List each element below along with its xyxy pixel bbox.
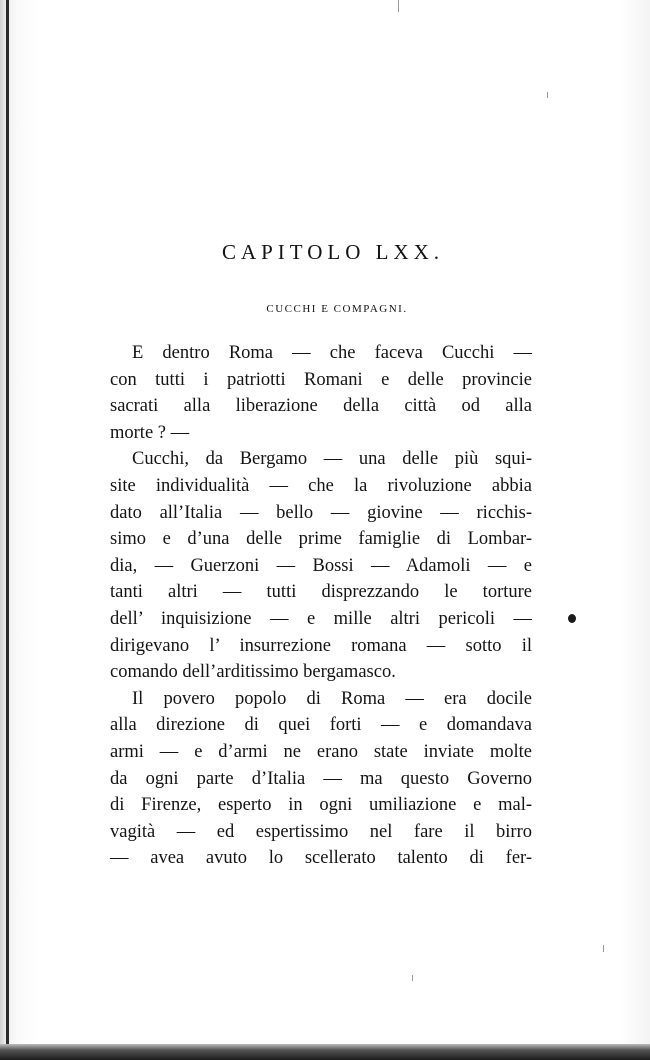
text-line: da ogni parte d’Italia — ma questo Governo xyxy=(110,768,532,789)
paper-speck xyxy=(398,0,399,12)
chapter-subtitle: CUCCHI E COMPAGNI. xyxy=(266,303,408,315)
body-text xyxy=(110,340,532,872)
paper-speck xyxy=(412,975,413,981)
text-line: Il povero popolo di Roma — era docile xyxy=(132,688,532,709)
paper-speck xyxy=(547,92,548,98)
page-left-edge xyxy=(6,0,9,1060)
page-bottom-edge xyxy=(0,1044,650,1060)
text-line: tanti altri — tutti disprezzando le torture xyxy=(110,582,532,603)
text-line: dato all’Italia — bello — giovine — ricchis- xyxy=(110,502,532,523)
text-line: — avea avuto lo scellerato talento di fer- xyxy=(110,848,532,869)
text-line: simo e d’una delle prime famiglie di Lombar- xyxy=(110,529,532,550)
text-line: vagità — ed espertissimo nel fare il birro xyxy=(110,821,532,842)
text-line: dell’ inquisizione — e mille altri pericoli — xyxy=(110,608,532,629)
text-line: morte ? — xyxy=(110,422,190,443)
text-line: alla direzione di quei forti — e domandava xyxy=(110,715,532,736)
text-line: E dentro Roma — che faceva Cucchi — xyxy=(132,343,532,363)
ink-blot xyxy=(568,614,576,623)
text-line: dirigevano l’ insurrezione romana — sotto il xyxy=(110,635,532,656)
text-line: site individualità — che la rivoluzione abbia xyxy=(110,475,532,496)
text-line: dia, — Guerzoni — Bossi — Adamoli — e xyxy=(110,555,532,576)
text-line: Cucchi, da Bergamo — una delle più squi- xyxy=(132,449,532,470)
text-line: sacrati alla liberazione della città od alla xyxy=(110,396,532,417)
chapter-title: CAPITOLO LXX. xyxy=(221,240,445,264)
text-line: con tutti i patriotti Romani e delle provincie xyxy=(110,369,532,390)
text-line: comando dell’arditissimo bergamasco. xyxy=(110,662,396,683)
text-line: armi — e d’armi ne erano state inviate molte xyxy=(110,741,532,762)
text-line: di Firenze, esperto in ogni umiliazione e mal- xyxy=(110,795,532,816)
paper-speck xyxy=(603,945,604,952)
